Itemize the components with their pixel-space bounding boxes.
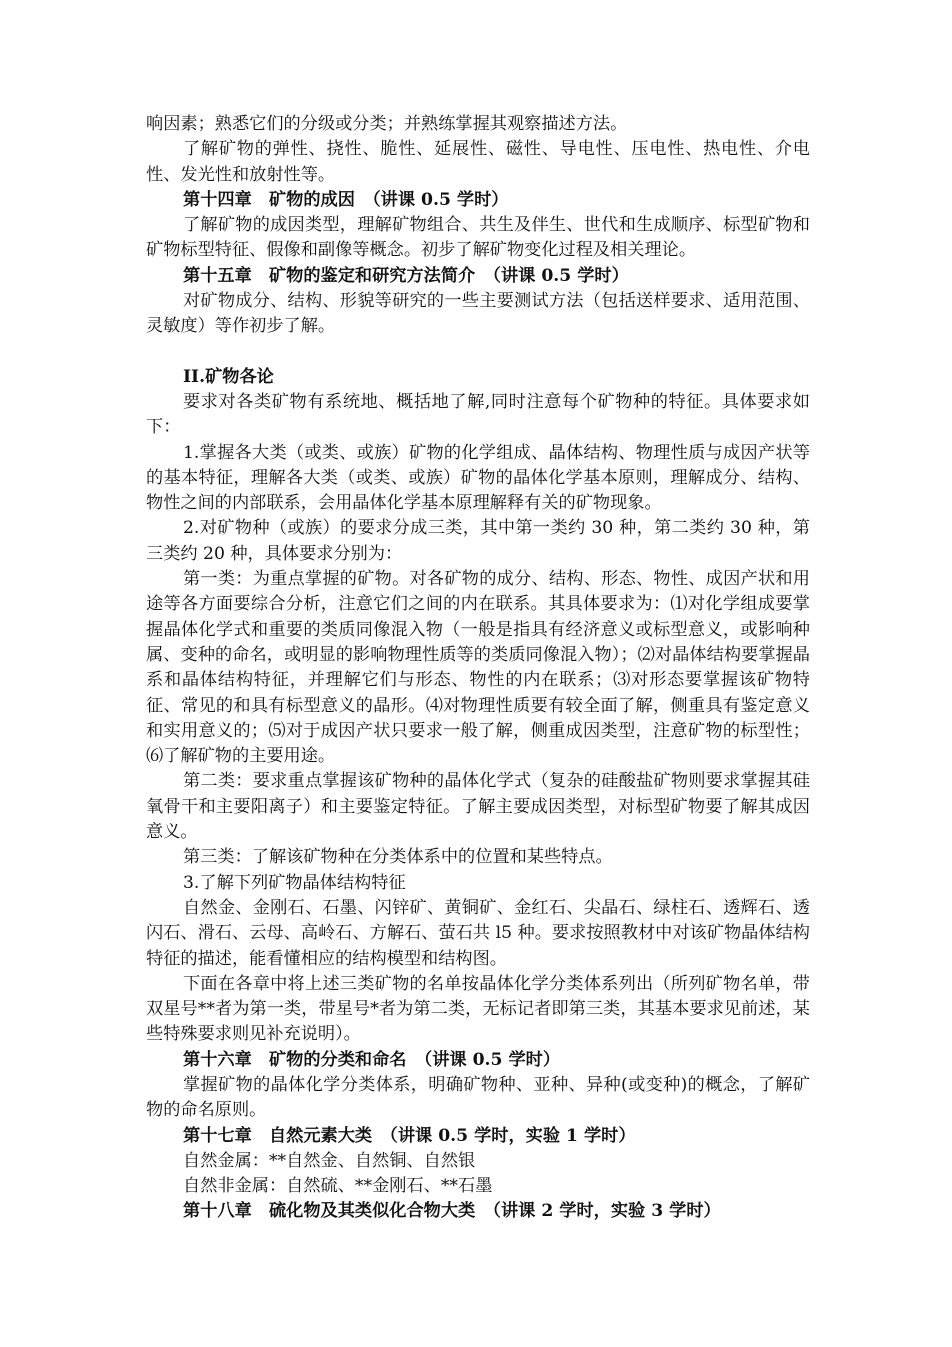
body-paragraph: 了解矿物的弹性、挠性、脆性、延展性、磁性、导电性、压电性、热电性、介电性、发光性和放射性等。 <box>146 139 810 185</box>
body-paragraph: 响因素；熟悉它们的分级或分类；并熟练掌握其观察描述方法。 <box>146 114 628 134</box>
body-paragraph: 自然金属：**自然金、自然铜、自然银 <box>183 1150 476 1171</box>
section-heading: II.矿物各论 <box>183 366 274 387</box>
body-paragraph: 第一类：为重点掌握的矿物。对各矿物的成分、结构、形态、物性、成因产状和用途等各方面要综合分析，注意它们之间的内在联系。其具体要求为：⑴对化学组成要掌握晶体化学式和重要的类质同像混入物（一般是指具有经济意义或标型意义，或影响种属、变种的命名，或明显的影响物理性质等的类质同像混入物）；⑵对晶体结构要掌握晶系和晶体结构特征，并理解它们与形态、物性的内在联系；⑶对形态要掌握该矿物特征、常见的和具有标型意义的晶形。⑷对物理性质要有较全面了解，侧重具有鉴定意义和实用意义的；⑸对于成因产状只要求一般了解，侧重成因类型，注意矿物的标型性；⑹了解矿物的主要用途。 <box>146 569 810 767</box>
section-heading: 第十六章 矿物的分类和命名 （讲课 0.5 学时） <box>183 1049 561 1070</box>
body-paragraph: 自然非金属：自然硫、**金刚石、**石墨 <box>183 1176 493 1197</box>
body-paragraph: 下面在各章中将上述三类矿物的名单按晶体化学分类体系列出（所列矿物名单，带双星号**者为第一类，带星号*者为第二类，无标记者即第三类，其基本要求见前述，某些特殊要求则见补充说明）。 <box>146 973 810 1045</box>
body-paragraph: 自然金、金刚石、石墨、闪锌矿、黄铜矿、金红石、尖晶石、绿柱石、透辉石、透闪石、滑石、云母、高岭石、方解石、萤石共 l5 种。要求按照教材中对该矿物晶体结构特征的描述，能看懂相应的结构模型和结构图。 <box>146 897 810 969</box>
section-heading: 第十八章 硫化物及其类似化合物大类 （讲课 2 学时，实验 3 学时） <box>183 1201 721 1222</box>
body-paragraph: 第三类：了解该矿物种在分类体系中的位置和某些特点。 <box>183 847 613 868</box>
body-paragraph: 要求对各类矿物有系统地、概括地了解,同时注意每个矿物种的特征。具体要求如下： <box>146 391 810 438</box>
body-paragraph: 对矿物成分、结构、形貌等研究的一些主要测试方法（包括送样要求、适用范围、灵敏度）等作初步了解。 <box>146 291 810 337</box>
body-paragraph: 第二类：要求重点掌握该矿物种的晶体化学式（复杂的硅酸盐矿物则要求掌握其硅氧骨干和主要阳离子）和主要鉴定特征。了解主要成因类型，对标型矿物要了解其成因意义。 <box>146 771 810 843</box>
body-paragraph: 1.掌握各大类（或类、或族）矿物的化学组成、晶体结构、物理性质与成因产状等的基本特征，理解各大类（或类、或族）矿物的晶体化学基本原则，理解成分、结构、物性之间的内部联系，会用晶体化学基本原理解释有关的矿物现象。 <box>146 442 810 514</box>
paragraph-gap <box>146 340 810 365</box>
section-heading: 第十四章 矿物的成因 （讲课 0.5 学时） <box>183 189 509 210</box>
document-page <box>146 112 810 1225</box>
body-paragraph: 2.对矿物种（或族）的要求分成三类，其中第一类约 30 种，第二类约 30 种，第三类约 20 种，具体要求分别为： <box>146 518 810 564</box>
body-paragraph: 了解矿物的成因类型，理解矿物组合、共生及伴生、世代和生成顺序、标型矿物和矿物标型特征、假像和副像等概念。初步了解矿物变化过程及相关理论。 <box>146 215 810 261</box>
body-paragraph: 3.了解下列矿物晶体结构特征 <box>183 872 406 893</box>
section-heading: 第十五章 矿物的鉴定和研究方法简介 （讲课 0.5 学时） <box>183 265 629 286</box>
body-paragraph: 掌握矿物的晶体化学分类体系，明确矿物种、亚种、异种(或变种)的概念，了解矿物的命名原则。 <box>146 1074 810 1121</box>
section-heading: 第十七章 自然元素大类 （讲课 0.5 学时，实验 1 学时） <box>183 1125 636 1146</box>
